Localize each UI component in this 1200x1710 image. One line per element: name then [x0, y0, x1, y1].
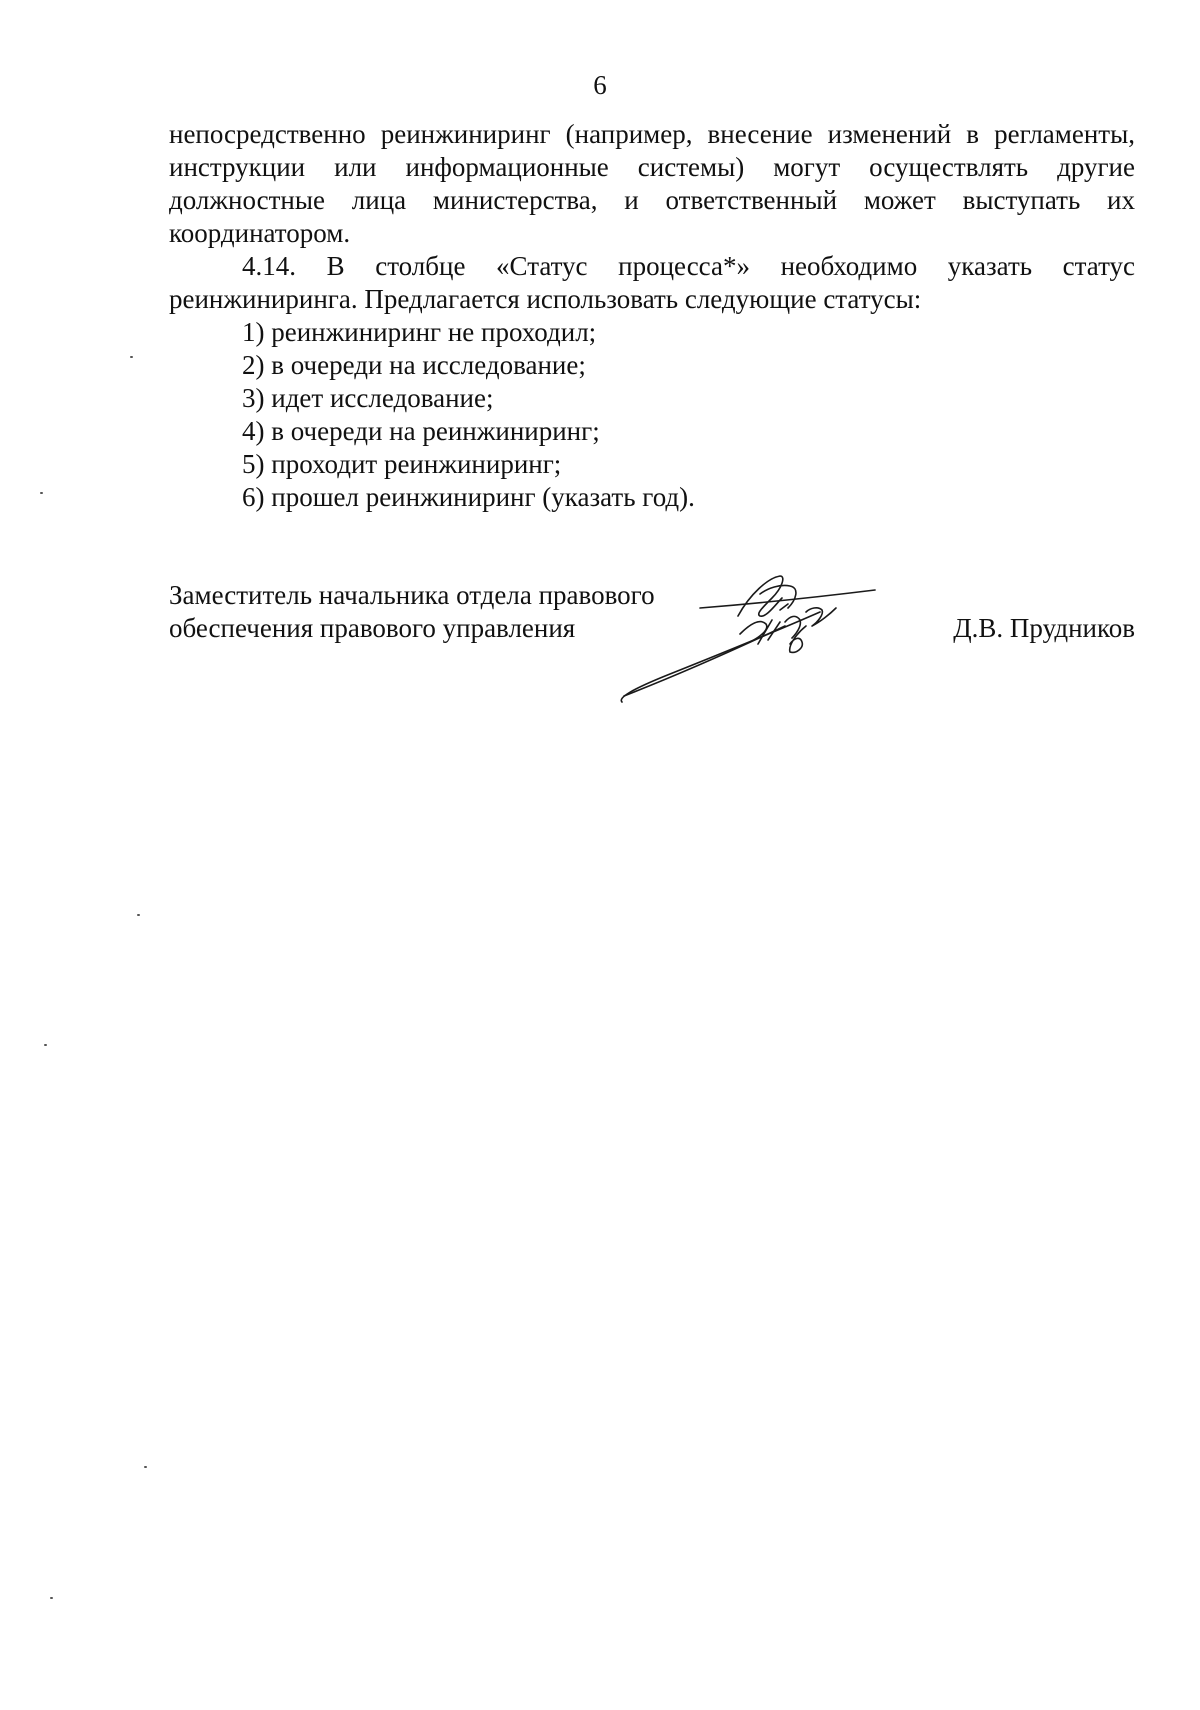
status-list-item: 2) в очереди на исследование; — [242, 350, 586, 380]
document-body — [169, 118, 1135, 514]
status-list-item: 5) проходит реинжиниринг; — [242, 449, 562, 479]
scan-speck — [130, 356, 133, 358]
status-list-item: 3) идет исследование; — [242, 383, 494, 413]
page-number: 6 — [593, 70, 607, 100]
status-list-item: 4) в очереди на реинжиниринг; — [242, 416, 600, 446]
signer-title-line: Заместитель начальника отдела правового — [169, 580, 655, 610]
handwritten-signature — [610, 564, 910, 714]
status-list-item: 1) реинжиниринг не проходил; — [242, 317, 597, 347]
scan-speck — [40, 492, 43, 494]
scan-speck — [44, 1044, 47, 1046]
status-list-item: 6) прошел реинжиниринг (указать год). — [242, 482, 695, 512]
paragraph-continuation: непосредственно реинжиниринг (например, внесение изменений в регламенты, инструкции или информационные системы) могут осуществлять другие должностные лица министерства, и ответственный может выступать их координатором. — [169, 119, 1135, 248]
status-list — [169, 316, 1135, 514]
paragraph-4-14: 4.14. В столбце «Статус процесса*» необходимо указать статус реинжиниринга. Предлагается использовать следующие статусы: — [169, 251, 1135, 314]
scan-speck — [137, 914, 140, 916]
scan-speck — [144, 1466, 147, 1468]
scan-speck — [50, 1597, 53, 1599]
signer-title-line: обеспечения правового управления — [169, 613, 576, 643]
signer-name: Д.В. Прудников — [953, 613, 1135, 643]
